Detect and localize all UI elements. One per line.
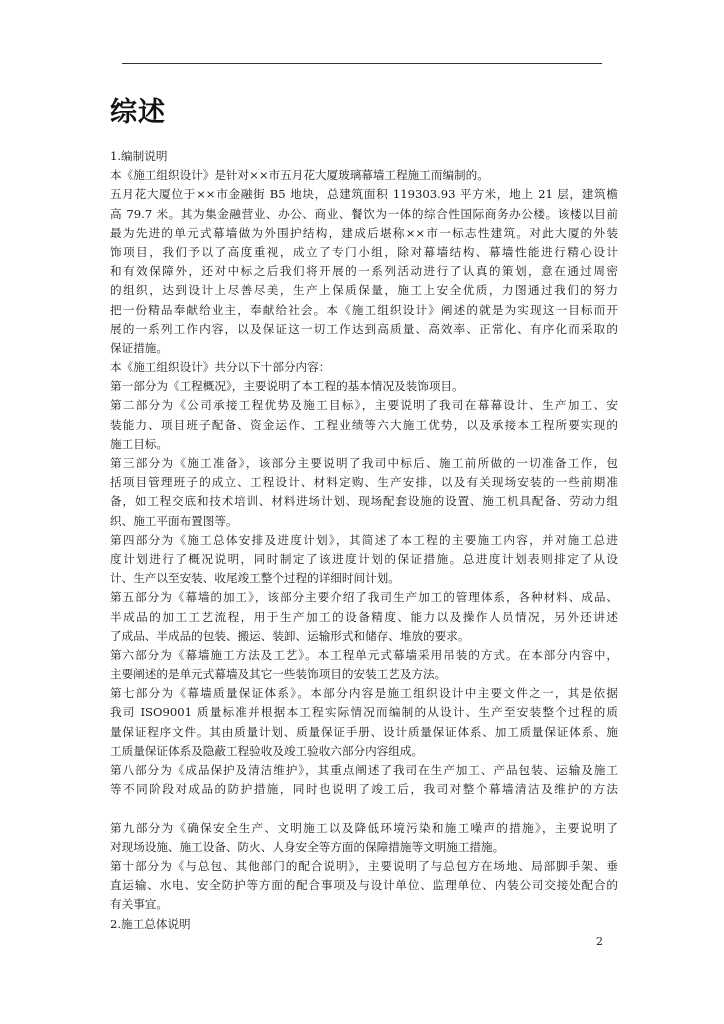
text-line: 半成品的加工工艺流程，用于生产加工的设备精度、能力以及操作人员情况，另外还讲述 [110, 609, 618, 624]
text-line: 织、施工平面布置图等。 [110, 513, 238, 528]
header-rule [122, 63, 602, 64]
text-line: 第五部分为《幕墙的加工》，该部分主要介绍了我司生产加工的管理体系，各种材料、成品、 [110, 590, 618, 605]
document-body [110, 147, 618, 934]
text-line: 的组织，达到设计上尽善尽美，生产上保质保量，施工上安全优质，力图通过我们的努力 [110, 283, 618, 298]
text-line: 本《施工组织设计》是针对××市五月花大厦玻璃幕墙工程施工而编制的。 [110, 168, 489, 183]
text-line: 量保证程序文件。其由质量计划、质量保证手册、设计质量保证体系、加工质量保证体系、施 [110, 724, 618, 739]
text-line: 计、生产以至安装、收尾竣工整个过程的详细时间计划。 [110, 571, 400, 586]
page-title: 综述 [110, 97, 166, 128]
text-line: 了成品、半成品的包装、搬运、装卸、运输形式和储存、堆放的要求。 [110, 628, 470, 643]
text-line: 有关事宜。 [110, 897, 168, 912]
text-line: 第六部分为《幕墙施工方法及工艺》。本工程单元式幕墙采用吊装的方式。在本部分内容中， [110, 647, 618, 662]
text-line: 展的一系列工作内容，以及保证这一切工作达到高质量、高效率、正常化、有序化而采取的 [110, 321, 618, 336]
text-line: 保证措施。 [110, 340, 168, 355]
text-line: 第一部分为《工程概况》，主要说明了本工程的基本情况及装饰项目。 [110, 379, 464, 394]
text-line: 括项目管理班子的成立、工程设计、材料定购、生产安排，以及有关现场安装的一些前期准 [110, 475, 618, 490]
text-line: 直运输、水电、安全防护等方面的配合事项及与设计单位、监理单位、内装公司交接处配合的 [110, 878, 618, 893]
text-line: 第二部分为《公司承接工程优势及施工目标》，主要说明了我司在幕幕设计、生产加工、安 [110, 398, 618, 413]
text-line: 第四部分为《施工总体安排及进度计划》，其简述了本工程的主要施工内容，并对施工总进 [110, 532, 618, 547]
text-line: 第九部分为《确保安全生产、文明施工以及降低环境污染和施工噪声的措施》，主要说明了 [110, 820, 618, 835]
text-line: 第三部分为《施工准备》，该部分主要说明了我司中标后、施工前所做的一切准备工作，包 [110, 456, 618, 470]
text-line: 工质量保证体系及隐蔽工程验收及竣工验收六部分内容组成。 [110, 743, 424, 758]
text-line: 等不同阶段对成品的防护措施，同时也说明了竣工后，我司对整个幕墙清洁及维护的方法 [110, 782, 618, 797]
text-line: 主要阐述的是单元式幕墙及其它一些装饰项目的安装工艺及方法。 [110, 667, 447, 682]
text-line: 第七部分为《幕墙质量保证体系》。本部分内容是施工组织设计中主要文件之一，其是依据 [110, 686, 618, 701]
text-line: 我司 ISO9001 质量标准并根据本工程实际情况而编制的从设计、生产至安装整个过程的质 [110, 705, 618, 720]
text-line: 把一份精品奉献给业主，奉献给社会。本《施工组织设计》阐述的就是为实现这一目标而开 [110, 302, 618, 317]
text-line: 第八部分为《成品保护及清洁维护》，其重点阐述了我司在生产加工、产品包装、运输及施工 [110, 763, 618, 777]
text-line: 施工目标。 [110, 436, 168, 451]
text-line: 备，如工程交底和技术培训、材料进场计划、现场配套设施的设置、施工机具配备、劳动力组 [110, 494, 618, 509]
page-number: 2 [596, 935, 603, 948]
section-heading: 1.编制说明 [110, 149, 168, 163]
text-line: 度计划进行了概况说明，同时制定了该进度计划的保证措施。总进度计划表则排定了从设 [110, 551, 618, 566]
text-line: 本《施工组织设计》共分以下十部分内容： [110, 360, 331, 375]
text-line: 五月花大厦位于××市金融街 B5 地块，总建筑面积 119303.93 平方米，地上 21 层，建筑檐 [110, 187, 618, 202]
section-heading: 2.施工总体说明 [110, 916, 191, 931]
text-line [110, 799, 618, 818]
text-line: 饰项目，我们予以了高度重视，成立了专门小组，除对幕墙结构、幕墙性能进行精心设计 [110, 244, 618, 259]
text-line: 和有效保障外，还对中标之后我们将开展的一系列活动进行了认真的策划，意在通过周密 [110, 264, 618, 279]
text-line: 装能力、项目班子配备、资金运作、工程业绩等六大施工优势，以及承接本工程所要实现的 [110, 417, 618, 432]
text-line: 高 79.7 米。其为集金融营业、办公、商业、餐饮为一体的综合性国际商务办公楼。该楼以目前 [110, 206, 618, 221]
text-line: 第十部分为《与总包、其他部门的配合说明》，主要说明了与总包方在场地、局部脚手架、垂 [110, 858, 618, 873]
text-line: 对现场设施、施工设备、防火、人身安全等方面的保障措施等文明施工措施。 [110, 839, 505, 854]
text-line: 最为先进的单元式幕墙做为外围护结构，建成后堪称××市一标志性建筑。对此大厦的外装 [110, 225, 618, 240]
